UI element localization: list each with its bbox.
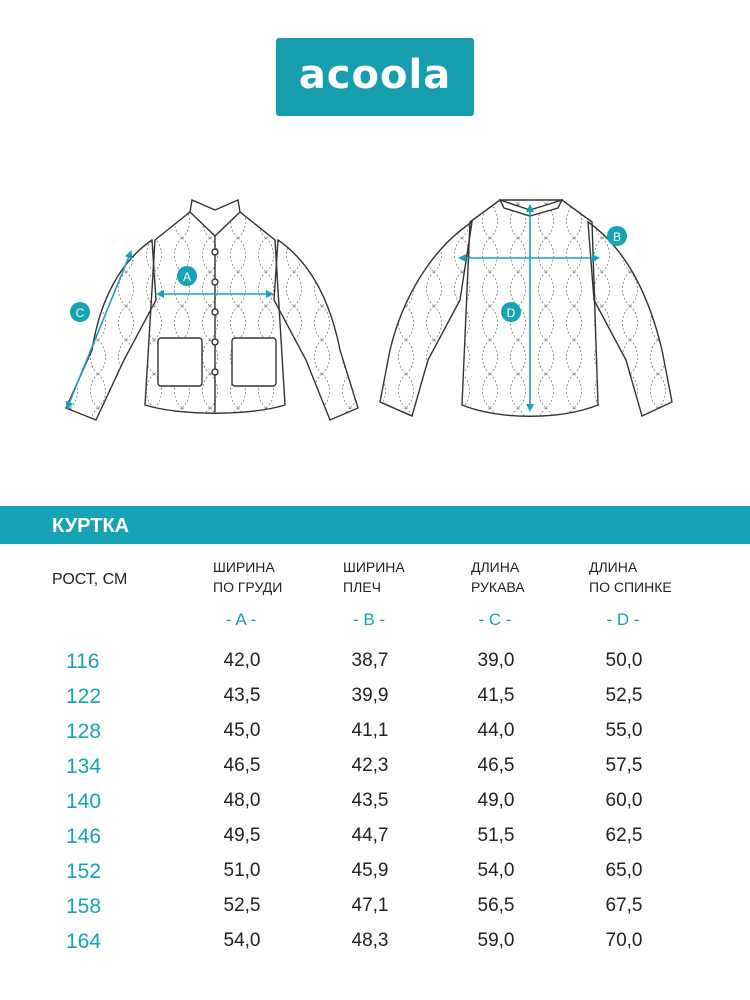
table-cell: 45,0 bbox=[223, 720, 261, 741]
table-row bbox=[0, 755, 750, 790]
table-cell: 47,1 bbox=[351, 895, 389, 916]
table-cell: 62,5 bbox=[605, 825, 643, 846]
table-cell: 43,5 bbox=[351, 790, 389, 811]
column-letter-b: - B - bbox=[352, 610, 386, 629]
table-row bbox=[0, 720, 750, 755]
table-cell: 67,5 bbox=[605, 895, 643, 916]
table-cell: 54,0 bbox=[477, 860, 515, 881]
section-title: КУРТКА bbox=[52, 515, 130, 537]
table-cell: 51,0 bbox=[223, 860, 261, 881]
table-row bbox=[0, 825, 750, 860]
table-row bbox=[0, 860, 750, 895]
label-a bbox=[177, 266, 197, 286]
height-cell: 122 bbox=[66, 685, 102, 708]
column-header-a bbox=[213, 557, 282, 597]
height-cell: 146 bbox=[66, 825, 102, 848]
column-header-line: ШИРИНА bbox=[213, 559, 275, 575]
column-header-line: ШИРИНА bbox=[343, 559, 405, 575]
column-letter-a: - A - bbox=[225, 610, 257, 629]
table-cell: 38,7 bbox=[351, 650, 389, 671]
label-d bbox=[501, 302, 521, 322]
height-cell: 152 bbox=[66, 860, 102, 883]
jacket-front bbox=[66, 200, 358, 420]
column-header-line: ПЛЕЧ bbox=[343, 579, 381, 595]
table-cell: 44,7 bbox=[351, 825, 389, 846]
table-cell: 41,1 bbox=[351, 720, 389, 741]
column-header-line: ПО СПИНКЕ bbox=[589, 579, 672, 595]
section-band bbox=[0, 506, 750, 544]
label-c bbox=[70, 302, 90, 322]
table-cell: 51,5 bbox=[477, 825, 515, 846]
table-cell: 50,0 bbox=[605, 650, 643, 671]
height-cell: 116 bbox=[66, 650, 100, 673]
jacket-back bbox=[380, 200, 672, 416]
logo-text: acoola bbox=[298, 52, 452, 98]
height-cell: 134 bbox=[66, 755, 102, 778]
table-cell: 57,5 bbox=[605, 755, 643, 776]
column-header-c bbox=[471, 557, 525, 597]
table-cell: 56,5 bbox=[477, 895, 515, 916]
table-row bbox=[0, 895, 750, 930]
front-left-sleeve bbox=[66, 240, 156, 420]
table-cell: 54,0 bbox=[223, 930, 261, 951]
svg-text:D: D bbox=[506, 306, 516, 320]
column-header-line: ДЛИНА bbox=[471, 559, 520, 575]
label-b bbox=[607, 226, 627, 246]
table-cell: 46,5 bbox=[223, 755, 261, 776]
row-header: РОСТ, СМ bbox=[52, 571, 128, 588]
height-cell: 164 bbox=[66, 930, 102, 953]
table-cell: 42,3 bbox=[351, 755, 389, 776]
table-cell: 59,0 bbox=[477, 930, 515, 951]
table-cell: 45,9 bbox=[351, 860, 389, 881]
table-cell: 39,0 bbox=[477, 650, 515, 671]
height-cell: 140 bbox=[66, 790, 102, 813]
table-cell: 70,0 bbox=[605, 930, 643, 951]
table-cell: 52,5 bbox=[605, 685, 643, 706]
table-cell: 49,5 bbox=[223, 825, 261, 846]
column-header-line: РУКАВА bbox=[471, 579, 525, 595]
back-left-sleeve bbox=[380, 222, 472, 416]
table-cell: 48,0 bbox=[223, 790, 261, 811]
table-cell: 65,0 bbox=[605, 860, 643, 881]
column-header-b bbox=[343, 557, 405, 597]
height-cell: 128 bbox=[66, 720, 102, 743]
table-row bbox=[0, 930, 750, 965]
front-right-sleeve bbox=[274, 240, 358, 420]
table-row bbox=[0, 650, 750, 685]
table-cell: 60,0 bbox=[605, 790, 643, 811]
svg-text:C: C bbox=[75, 306, 85, 320]
table-cell: 44,0 bbox=[477, 720, 515, 741]
table-cell: 42,0 bbox=[223, 650, 261, 671]
table-cell: 39,9 bbox=[351, 685, 389, 706]
column-header-line: ДЛИНА bbox=[589, 559, 638, 575]
table-cell: 46,5 bbox=[477, 755, 515, 776]
svg-text:B: B bbox=[612, 230, 622, 244]
column-header-d bbox=[589, 557, 672, 597]
jacket-diagrams bbox=[0, 190, 750, 440]
brand-logo bbox=[276, 38, 474, 116]
table-cell: 49,0 bbox=[477, 790, 515, 811]
column-letter-c: - C - bbox=[478, 610, 512, 629]
table-cell: 41,5 bbox=[477, 685, 515, 706]
table-cell: 55,0 bbox=[605, 720, 643, 741]
table-cell: 52,5 bbox=[223, 895, 261, 916]
svg-text:A: A bbox=[182, 270, 192, 284]
column-letter-d: - D - bbox=[606, 610, 640, 629]
table-cell: 43,5 bbox=[223, 685, 261, 706]
back-right-sleeve bbox=[588, 222, 672, 416]
height-cell: 158 bbox=[66, 895, 102, 918]
table-cell: 48,3 bbox=[351, 930, 389, 951]
table-row bbox=[0, 790, 750, 825]
column-header-line: ПО ГРУДИ bbox=[213, 579, 283, 595]
table-row bbox=[0, 685, 750, 720]
